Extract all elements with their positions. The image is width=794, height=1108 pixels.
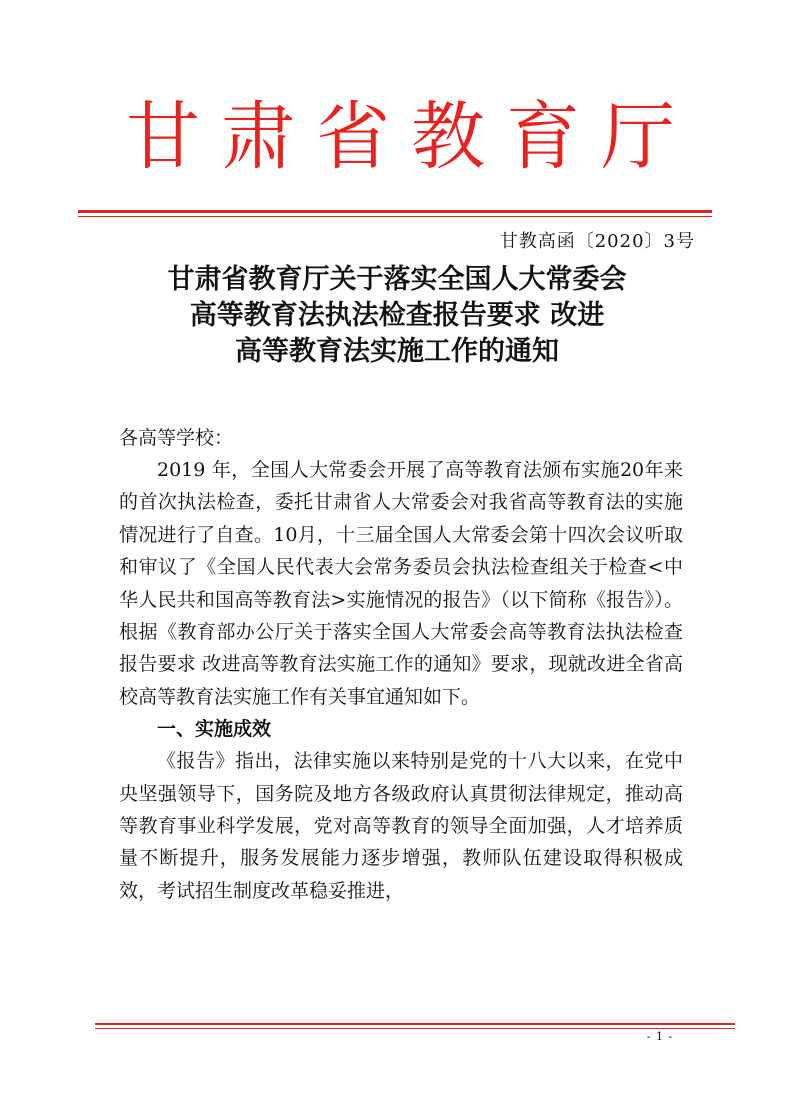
footer-rule-thick: [95, 1023, 735, 1025]
masthead-title: 甘肃省教育厅: [126, 94, 696, 180]
footer-rule-thin: [95, 1028, 735, 1029]
body-paragraph: 2019 年，全国人大常委会开展了高等教育法颁布实施20年来的首次执法检查，委托甘肃省人大常委会对我省高等教育法的实施情况进行了自查。10月，十三届全国人大常委会第十四次会议听取和审议了《全国人民代表大会常务委员会执法检查组关于检查<中华人民共和国高等教育法>实施情况的报告》（以下简称《报告》）。根据《教育部办公厅关于落实全国人大常委会高等教育法执法检查报告要求 改进高等教育法实施工作的通知》要求，现就改进全省高校高等教育法实施工作有关事宜通知如下。: [119, 459, 683, 708]
document-title: [0, 262, 794, 370]
document-number: 甘教高函〔2020〕3号: [499, 231, 695, 252]
section-paragraph: 《报告》指出，法律实施以来特别是党的十八大以来，在党中央坚强领导下，国务院及地方各级政府认真贯彻法律规定，推动高等教育事业科学发展，党对高等教育的领导全面加强，人才培养质量不断提升，服务发展能力逐步增强，教师队伍建设取得积极成效，考试招生制度改革稳妥推进，: [119, 750, 683, 902]
salutation: 各高等学校：: [119, 427, 234, 449]
title-line-3: 高等教育法实施工作的通知: [235, 336, 559, 367]
document-body: [119, 422, 683, 907]
title-line-1: 甘肃省教育厅关于落实全国人大常委会: [167, 264, 627, 295]
masthead-rule-thin: [78, 216, 712, 217]
title-line-2: 高等教育法执法检查报告要求 改进: [189, 300, 605, 331]
section-heading: 一、实施成效: [157, 718, 272, 741]
masthead-rule-thick: [78, 210, 712, 213]
page-number: - 1 -: [646, 1030, 674, 1043]
